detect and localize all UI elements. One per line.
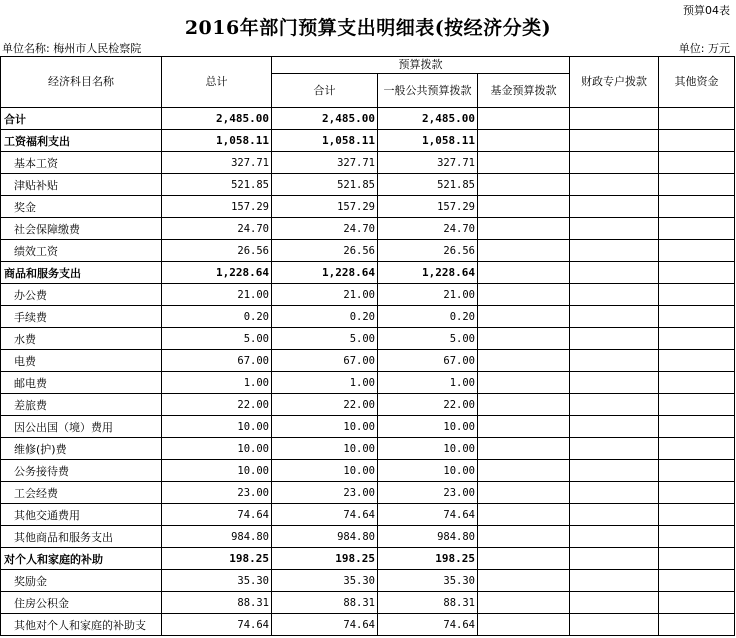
row-other — [659, 372, 735, 394]
row-total: 1.00 — [162, 372, 272, 394]
row-fund — [478, 196, 570, 218]
unit-label: 单位: 万元 — [678, 42, 730, 55]
row-name: 合计 — [1, 108, 162, 130]
row-special — [570, 108, 659, 130]
table-row — [1, 108, 735, 130]
header-subtotal: 合计 — [272, 74, 378, 108]
row-fund — [478, 240, 570, 262]
row-name: 手续费 — [1, 306, 162, 328]
row-name: 商品和服务支出 — [1, 262, 162, 284]
row-special — [570, 130, 659, 152]
row-general: 0.20 — [378, 306, 478, 328]
row-special — [570, 460, 659, 482]
row-general: 74.64 — [378, 504, 478, 526]
row-name: 维修(护)费 — [1, 438, 162, 460]
row-other — [659, 152, 735, 174]
table-row — [1, 416, 735, 438]
row-special — [570, 394, 659, 416]
header-other: 其他资金 — [659, 57, 735, 108]
row-general: 1,228.64 — [378, 262, 478, 284]
row-other — [659, 438, 735, 460]
row-fund — [478, 438, 570, 460]
row-fund — [478, 152, 570, 174]
row-fund — [478, 526, 570, 548]
row-general: 10.00 — [378, 460, 478, 482]
row-total: 984.80 — [162, 526, 272, 548]
row-general: 10.00 — [378, 438, 478, 460]
row-special — [570, 438, 659, 460]
row-other — [659, 306, 735, 328]
row-fund — [478, 350, 570, 372]
header-budget-group: 预算拨款 — [272, 57, 570, 74]
row-subtotal: 521.85 — [272, 174, 378, 196]
row-special — [570, 152, 659, 174]
row-general: 24.70 — [378, 218, 478, 240]
row-general: 26.56 — [378, 240, 478, 262]
row-special — [570, 548, 659, 570]
row-total: 1,228.64 — [162, 262, 272, 284]
row-other — [659, 130, 735, 152]
row-fund — [478, 174, 570, 196]
row-general: 984.80 — [378, 526, 478, 548]
row-fund — [478, 504, 570, 526]
table-row — [1, 306, 735, 328]
row-general: 74.64 — [378, 614, 478, 636]
row-other — [659, 174, 735, 196]
table-row — [1, 570, 735, 592]
row-name: 水费 — [1, 328, 162, 350]
row-total: 35.30 — [162, 570, 272, 592]
row-special — [570, 218, 659, 240]
row-name: 公务接待费 — [1, 460, 162, 482]
row-name: 对个人和家庭的补助 — [1, 548, 162, 570]
row-total: 198.25 — [162, 548, 272, 570]
row-other — [659, 614, 735, 636]
row-fund — [478, 460, 570, 482]
row-subtotal: 74.64 — [272, 614, 378, 636]
row-special — [570, 174, 659, 196]
header-general: 一般公共预算拨款 — [378, 74, 478, 108]
row-other — [659, 548, 735, 570]
row-special — [570, 372, 659, 394]
row-name: 邮电费 — [1, 372, 162, 394]
row-total: 21.00 — [162, 284, 272, 306]
row-other — [659, 460, 735, 482]
row-subtotal: 10.00 — [272, 438, 378, 460]
table-row — [1, 152, 735, 174]
row-total: 74.64 — [162, 504, 272, 526]
row-other — [659, 108, 735, 130]
row-other — [659, 504, 735, 526]
row-name: 因公出国（境）费用 — [1, 416, 162, 438]
row-name: 其他交通费用 — [1, 504, 162, 526]
table-row — [1, 350, 735, 372]
row-fund — [478, 614, 570, 636]
row-other — [659, 328, 735, 350]
row-total: 10.00 — [162, 460, 272, 482]
table-row — [1, 372, 735, 394]
row-subtotal: 23.00 — [272, 482, 378, 504]
row-special — [570, 262, 659, 284]
row-other — [659, 570, 735, 592]
row-total: 23.00 — [162, 482, 272, 504]
row-other — [659, 592, 735, 614]
header-fund: 基金预算拨款 — [478, 74, 570, 108]
row-subtotal: 157.29 — [272, 196, 378, 218]
row-other — [659, 262, 735, 284]
row-general: 10.00 — [378, 416, 478, 438]
row-special — [570, 240, 659, 262]
row-general: 1,058.11 — [378, 130, 478, 152]
row-general: 23.00 — [378, 482, 478, 504]
row-other — [659, 196, 735, 218]
row-fund — [478, 416, 570, 438]
table-row — [1, 130, 735, 152]
row-fund — [478, 284, 570, 306]
row-name: 基本工资 — [1, 152, 162, 174]
row-special — [570, 284, 659, 306]
row-subtotal: 327.71 — [272, 152, 378, 174]
row-fund — [478, 108, 570, 130]
row-subtotal: 67.00 — [272, 350, 378, 372]
row-subtotal: 21.00 — [272, 284, 378, 306]
table-row — [1, 240, 735, 262]
table-row — [1, 548, 735, 570]
unit-name: 单位名称: 梅州市人民检察院 — [2, 42, 142, 55]
row-total: 67.00 — [162, 350, 272, 372]
row-special — [570, 592, 659, 614]
row-name: 工资福利支出 — [1, 130, 162, 152]
table-body — [1, 108, 735, 636]
row-fund — [478, 592, 570, 614]
row-name: 工会经费 — [1, 482, 162, 504]
row-subtotal: 984.80 — [272, 526, 378, 548]
row-general: 5.00 — [378, 328, 478, 350]
row-subtotal: 88.31 — [272, 592, 378, 614]
row-total: 26.56 — [162, 240, 272, 262]
row-other — [659, 394, 735, 416]
row-subtotal: 5.00 — [272, 328, 378, 350]
row-subtotal: 1.00 — [272, 372, 378, 394]
row-name: 差旅费 — [1, 394, 162, 416]
row-name: 津贴补贴 — [1, 174, 162, 196]
row-other — [659, 482, 735, 504]
row-fund — [478, 548, 570, 570]
table-row — [1, 284, 735, 306]
row-total: 88.31 — [162, 592, 272, 614]
row-fund — [478, 328, 570, 350]
row-subtotal: 1,228.64 — [272, 262, 378, 284]
row-subtotal: 1,058.11 — [272, 130, 378, 152]
row-special — [570, 504, 659, 526]
row-fund — [478, 262, 570, 284]
table-row — [1, 262, 735, 284]
row-other — [659, 350, 735, 372]
row-other — [659, 240, 735, 262]
row-name: 奖励金 — [1, 570, 162, 592]
row-general: 88.31 — [378, 592, 478, 614]
table-row — [1, 460, 735, 482]
table-row — [1, 526, 735, 548]
table-row — [1, 438, 735, 460]
row-subtotal: 0.20 — [272, 306, 378, 328]
row-fund — [478, 482, 570, 504]
row-general: 22.00 — [378, 394, 478, 416]
row-name: 其他对个人和家庭的补助支 — [1, 614, 162, 636]
header-special: 财政专户拨款 — [570, 57, 659, 108]
row-total: 2,485.00 — [162, 108, 272, 130]
row-total: 74.64 — [162, 614, 272, 636]
unit-row — [0, 39, 736, 55]
row-general: 21.00 — [378, 284, 478, 306]
row-subtotal: 198.25 — [272, 548, 378, 570]
table-row — [1, 328, 735, 350]
row-special — [570, 526, 659, 548]
row-special — [570, 196, 659, 218]
row-general: 157.29 — [378, 196, 478, 218]
table-row — [1, 614, 735, 636]
row-other — [659, 284, 735, 306]
row-special — [570, 482, 659, 504]
row-name: 其他商品和服务支出 — [1, 526, 162, 548]
expenditure-table — [0, 56, 735, 636]
row-fund — [478, 570, 570, 592]
row-total: 24.70 — [162, 218, 272, 240]
row-subtotal: 74.64 — [272, 504, 378, 526]
row-name: 绩效工资 — [1, 240, 162, 262]
row-subtotal: 35.30 — [272, 570, 378, 592]
row-other — [659, 526, 735, 548]
form-code: 预算04表 — [683, 4, 730, 17]
row-general: 2,485.00 — [378, 108, 478, 130]
table-row — [1, 482, 735, 504]
row-total: 327.71 — [162, 152, 272, 174]
row-name: 电费 — [1, 350, 162, 372]
row-subtotal: 10.00 — [272, 460, 378, 482]
row-special — [570, 614, 659, 636]
row-name: 办公费 — [1, 284, 162, 306]
row-name: 社会保障缴费 — [1, 218, 162, 240]
row-total: 22.00 — [162, 394, 272, 416]
row-subtotal: 2,485.00 — [272, 108, 378, 130]
row-total: 157.29 — [162, 196, 272, 218]
row-general: 67.00 — [378, 350, 478, 372]
row-other — [659, 218, 735, 240]
row-name: 住房公积金 — [1, 592, 162, 614]
row-other — [659, 416, 735, 438]
table-row — [1, 174, 735, 196]
row-special — [570, 416, 659, 438]
row-general: 198.25 — [378, 548, 478, 570]
row-subtotal: 22.00 — [272, 394, 378, 416]
row-general: 35.30 — [378, 570, 478, 592]
row-subtotal: 26.56 — [272, 240, 378, 262]
row-fund — [478, 306, 570, 328]
row-general: 1.00 — [378, 372, 478, 394]
row-name: 奖金 — [1, 196, 162, 218]
table-row — [1, 504, 735, 526]
table-row — [1, 218, 735, 240]
row-special — [570, 328, 659, 350]
row-total: 521.85 — [162, 174, 272, 196]
row-special — [570, 306, 659, 328]
row-total: 0.20 — [162, 306, 272, 328]
table-row — [1, 592, 735, 614]
table-row — [1, 196, 735, 218]
row-subtotal: 10.00 — [272, 416, 378, 438]
table-row — [1, 394, 735, 416]
row-fund — [478, 130, 570, 152]
row-special — [570, 350, 659, 372]
row-fund — [478, 394, 570, 416]
header-item: 经济科目名称 — [1, 57, 162, 108]
row-fund — [478, 218, 570, 240]
row-total: 1,058.11 — [162, 130, 272, 152]
page-title: 2016年部门预算支出明细表(按经济分类) — [184, 17, 552, 39]
row-total: 10.00 — [162, 416, 272, 438]
row-subtotal: 24.70 — [272, 218, 378, 240]
row-total: 5.00 — [162, 328, 272, 350]
row-total: 10.00 — [162, 438, 272, 460]
header-total: 总计 — [162, 57, 272, 108]
row-fund — [478, 372, 570, 394]
row-general: 521.85 — [378, 174, 478, 196]
row-special — [570, 570, 659, 592]
row-general: 327.71 — [378, 152, 478, 174]
